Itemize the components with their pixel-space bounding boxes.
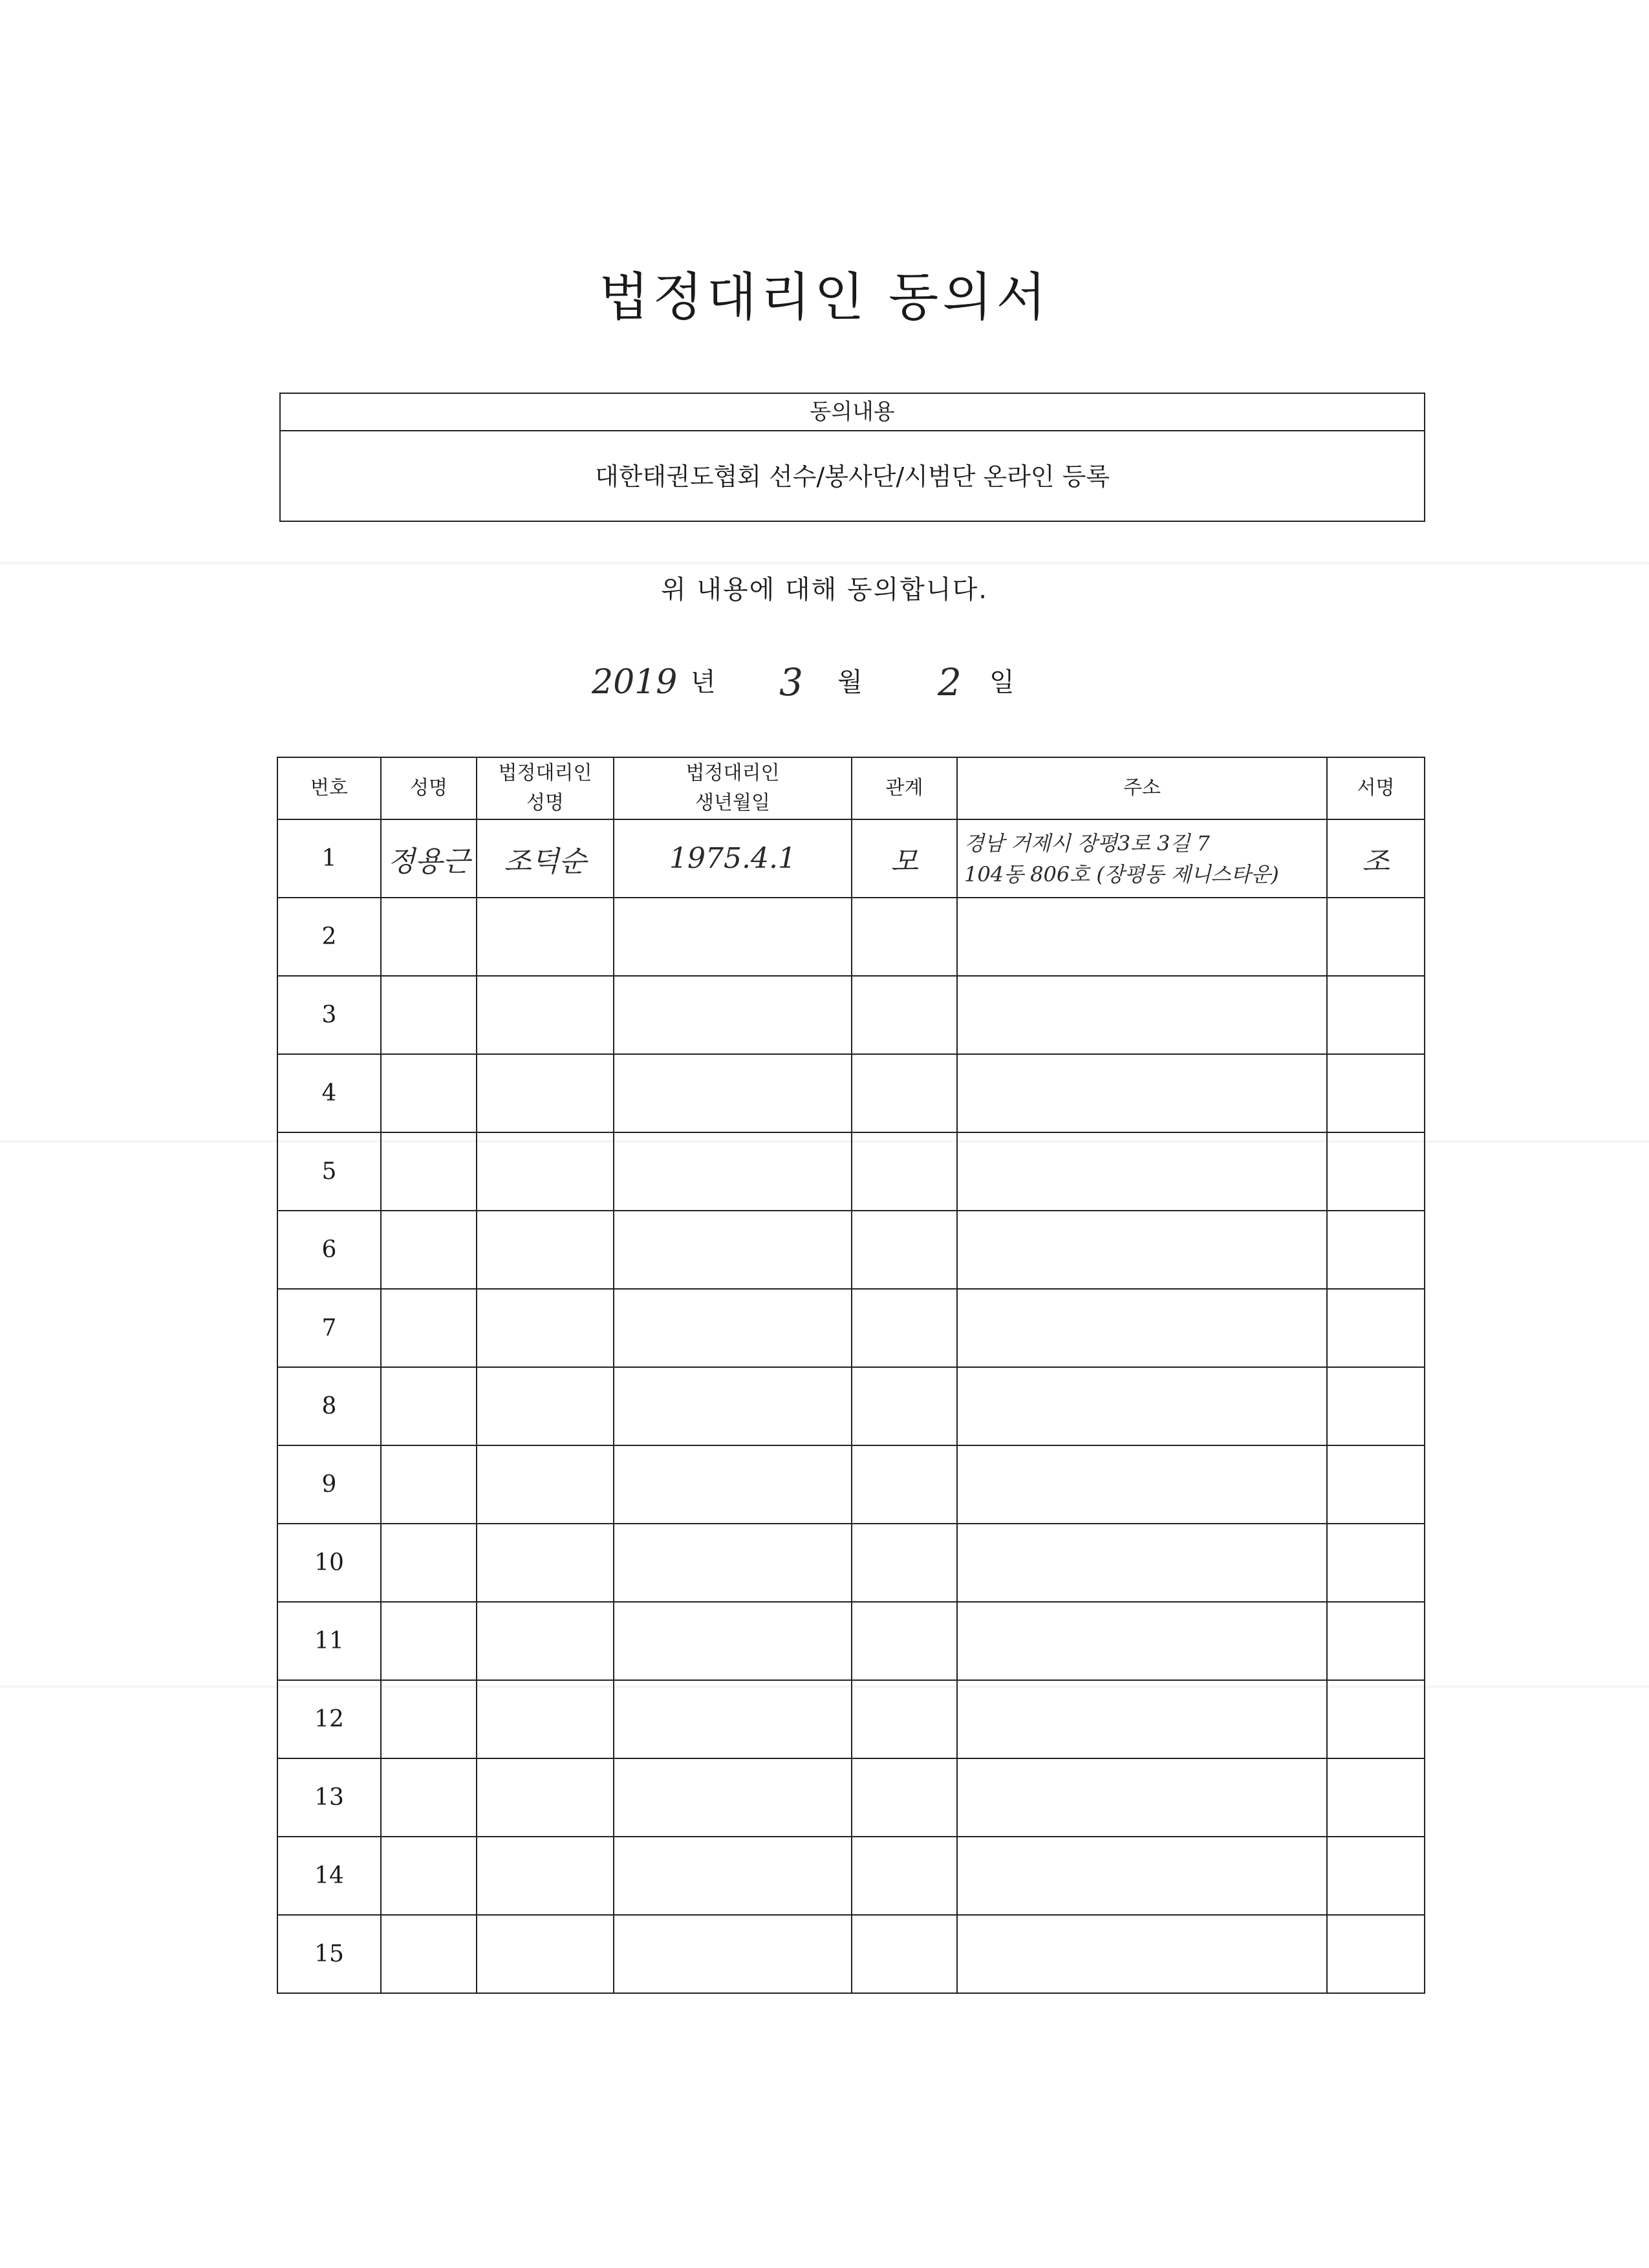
row-guardian-birth [614, 1054, 852, 1132]
row-signature [1327, 1211, 1425, 1289]
row-address [957, 1289, 1327, 1367]
row-no: 2 [277, 898, 381, 976]
row-guardian-name [477, 1367, 614, 1445]
date-month-unit: 월 [837, 667, 863, 697]
row-signature [1327, 1445, 1425, 1524]
row-guardian-name [477, 1132, 614, 1211]
row-signature [1327, 898, 1425, 976]
row-address [957, 1054, 1327, 1132]
row-guardian-name [477, 1680, 614, 1758]
agreement-box [279, 393, 1425, 522]
header-guardian-name-line2: 성명 [526, 792, 564, 814]
row-guardian-birth [614, 1132, 852, 1211]
row-relation [852, 1445, 957, 1524]
row-address [957, 819, 1327, 898]
table-row [277, 1445, 1425, 1524]
table-row [277, 1211, 1425, 1289]
row-address [957, 1211, 1327, 1289]
row-relation [852, 976, 957, 1054]
row-guardian-name [477, 1054, 614, 1132]
row-relation [852, 1602, 957, 1680]
row-name [381, 1915, 477, 1993]
header-guardian-birth-line2: 생년월일 [695, 792, 770, 814]
row-no: 13 [277, 1758, 381, 1837]
row-address [957, 898, 1327, 976]
row-address [957, 1524, 1327, 1602]
row-address [957, 1132, 1327, 1211]
date-row [0, 653, 1649, 711]
row-name: 정용근 [381, 819, 477, 898]
row-guardian-name [477, 1758, 614, 1837]
registration-table [277, 757, 1425, 1994]
row-signature [1327, 1837, 1425, 1915]
table-row [277, 976, 1425, 1054]
row-relation [852, 1054, 957, 1132]
row-address [957, 1837, 1327, 1915]
row-relation [852, 1211, 957, 1289]
row-signature [1327, 976, 1425, 1054]
header-name: 성명 [381, 757, 477, 819]
agreement-header: 동의내용 [281, 394, 1424, 431]
header-no: 번호 [277, 757, 381, 819]
row-no: 3 [277, 976, 381, 1054]
row-no: 11 [277, 1602, 381, 1680]
date-day-unit: 일 [989, 667, 1015, 697]
row-guardian-birth [614, 1915, 852, 1993]
row-name [381, 1524, 477, 1602]
row-address [957, 1680, 1327, 1758]
row-signature [1327, 1915, 1425, 1993]
row-address [957, 1602, 1327, 1680]
row-name [381, 1445, 477, 1524]
paper-fold-line [0, 561, 1649, 565]
table-row [277, 1837, 1425, 1915]
row-relation [852, 1915, 957, 1993]
row-address [957, 1758, 1327, 1837]
row-name [381, 1211, 477, 1289]
table-row [277, 1602, 1425, 1680]
table-row [277, 1524, 1425, 1602]
row-address-line1: 경남 거제시 장평3로 3길 7 [964, 830, 1210, 856]
row-address-line2: 104동 806호 (장평동 제니스타운) [964, 861, 1279, 887]
row-name [381, 1758, 477, 1837]
table-row [277, 1367, 1425, 1445]
row-guardian-name [477, 976, 614, 1054]
header-address: 주소 [957, 757, 1327, 819]
row-no: 9 [277, 1445, 381, 1524]
table-header-row [277, 757, 1425, 819]
row-guardian-name [477, 1915, 614, 1993]
row-no: 10 [277, 1524, 381, 1602]
row-address [957, 1445, 1327, 1524]
table-row [277, 1915, 1425, 1993]
row-name [381, 976, 477, 1054]
row-no: 12 [277, 1680, 381, 1758]
row-guardian-birth [614, 1211, 852, 1289]
row-guardian-name [477, 1289, 614, 1367]
header-guardian-birth [614, 757, 852, 819]
row-name [381, 1680, 477, 1758]
table-row [277, 898, 1425, 976]
date-year-unit: 년 [691, 667, 716, 697]
row-relation [852, 1524, 957, 1602]
row-signature [1327, 1758, 1425, 1837]
row-guardian-birth [614, 1837, 852, 1915]
row-guardian-birth [614, 1524, 852, 1602]
date-month: 3 [779, 660, 803, 704]
row-signature [1327, 1367, 1425, 1445]
header-guardian-name [477, 757, 614, 819]
table-row [277, 819, 1425, 898]
row-name [381, 1367, 477, 1445]
row-signature [1327, 1289, 1425, 1367]
row-guardian-birth [614, 976, 852, 1054]
table-row [277, 1680, 1425, 1758]
table-body [277, 819, 1425, 1993]
row-name [381, 1837, 477, 1915]
row-relation [852, 1837, 957, 1915]
row-no: 4 [277, 1054, 381, 1132]
row-name [381, 898, 477, 976]
row-guardian-name [477, 1524, 614, 1602]
table-row [277, 1132, 1425, 1211]
row-signature [1327, 1524, 1425, 1602]
row-signature [1327, 1132, 1425, 1211]
row-name [381, 1602, 477, 1680]
document-title: 법정대리인 동의서 [599, 267, 1050, 327]
row-name [381, 1054, 477, 1132]
agree-statement: 위 내용에 대해 동의합니다. [661, 575, 988, 605]
row-relation: 모 [852, 819, 957, 898]
table-row [277, 1054, 1425, 1132]
row-guardian-name [477, 1211, 614, 1289]
row-no: 6 [277, 1211, 381, 1289]
row-no: 8 [277, 1367, 381, 1445]
row-guardian-birth [614, 898, 852, 976]
row-guardian-name: 조덕순 [477, 819, 614, 898]
row-relation [852, 1289, 957, 1367]
row-signature [1327, 1680, 1425, 1758]
agreement-content: 대한태권도협회 선수/봉사단/시범단 온라인 등록 [594, 462, 1110, 491]
date-year: 2019 [592, 663, 678, 702]
row-guardian-name [477, 1602, 614, 1680]
row-relation [852, 898, 957, 976]
row-relation [852, 1367, 957, 1445]
row-no: 7 [277, 1289, 381, 1367]
row-name [381, 1289, 477, 1367]
row-guardian-birth [614, 1367, 852, 1445]
row-guardian-birth [614, 1445, 852, 1524]
row-guardian-birth [614, 1680, 852, 1758]
row-no: 1 [277, 819, 381, 898]
row-no: 14 [277, 1837, 381, 1915]
row-relation [852, 1132, 957, 1211]
date-day: 2 [938, 660, 962, 704]
row-guardian-name [477, 1837, 614, 1915]
row-no: 15 [277, 1915, 381, 1993]
row-guardian-name [477, 1445, 614, 1524]
row-guardian-birth [614, 1289, 852, 1367]
row-relation [852, 1680, 957, 1758]
table-row [277, 1289, 1425, 1367]
header-relation: 관계 [852, 757, 957, 819]
row-signature: 조 [1327, 819, 1425, 898]
table-row [277, 1758, 1425, 1837]
row-guardian-birth [614, 1602, 852, 1680]
row-no: 5 [277, 1132, 381, 1211]
row-signature [1327, 1602, 1425, 1680]
header-guardian-birth-line1: 법정대리인 [685, 761, 780, 784]
row-relation [852, 1758, 957, 1837]
header-guardian-name-line1: 법정대리인 [498, 761, 592, 784]
header-signature: 서명 [1327, 757, 1425, 819]
row-address [957, 976, 1327, 1054]
row-address [957, 1915, 1327, 1993]
row-guardian-birth: 1975.4.1 [614, 819, 852, 898]
row-guardian-name [477, 898, 614, 976]
row-address [957, 1367, 1327, 1445]
row-guardian-birth [614, 1758, 852, 1837]
row-name [381, 1132, 477, 1211]
row-signature [1327, 1054, 1425, 1132]
